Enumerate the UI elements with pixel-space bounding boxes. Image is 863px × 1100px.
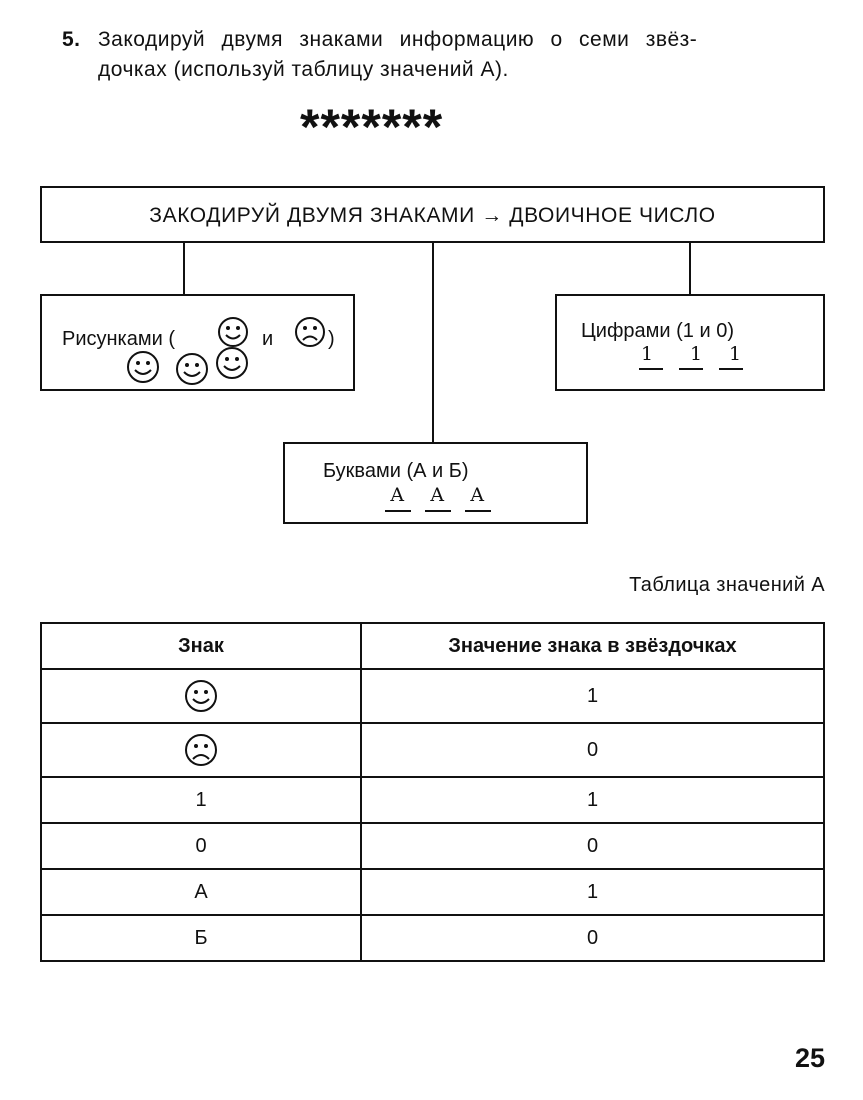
answer-blank <box>639 368 663 370</box>
smiley-icon <box>217 316 249 348</box>
digit-answer: 1 <box>729 343 742 365</box>
table-cell-value: 1 <box>361 869 824 915</box>
pictures-label-start: Рисунками ( <box>62 328 176 350</box>
pictures-label-and: и <box>262 328 274 350</box>
digit-answer: 1 <box>690 343 703 365</box>
table-header-row <box>41 623 824 669</box>
table-cell-sign <box>41 723 361 777</box>
sad-face-icon <box>184 733 218 767</box>
digit-answer: 1 <box>641 343 654 365</box>
table-cell-value: 1 <box>361 669 824 723</box>
pictures-box <box>40 294 355 391</box>
task-line-2: дочках (используй таблицу значений А). <box>98 58 509 81</box>
letters-box <box>283 442 588 524</box>
seven-stars: ******* <box>300 99 444 155</box>
task-number: 5. <box>62 28 81 51</box>
letter-answer: А <box>470 484 485 506</box>
pictures-label-end: ) <box>328 328 335 350</box>
table-cell-value: 1 <box>361 777 824 823</box>
answer-blank <box>719 368 743 370</box>
connector-line-center <box>432 243 434 442</box>
table-row <box>41 869 824 915</box>
table-row <box>41 669 824 723</box>
table-caption: Таблица значений А <box>629 574 825 596</box>
table-row <box>41 915 824 961</box>
answer-smiley-icon <box>175 352 209 386</box>
connector-line-left <box>183 243 185 294</box>
header-value: Значение знака в звёздочках <box>361 623 824 669</box>
digits-box <box>555 294 825 391</box>
table-row <box>41 823 824 869</box>
values-table <box>40 622 825 962</box>
answer-blank <box>465 510 491 512</box>
table-cell-sign: 0 <box>41 823 361 869</box>
answer-smiley-icon <box>126 350 160 384</box>
table-cell-sign: Б <box>41 915 361 961</box>
table-row <box>41 723 824 777</box>
table-row <box>41 777 824 823</box>
main-instruction-box: ЗАКОДИРУЙ ДВУМЯ ЗНАКАМИ → ДВОИЧНОЕ ЧИСЛО <box>40 186 825 243</box>
table-cell-value: 0 <box>361 915 824 961</box>
table-cell-value: 0 <box>361 723 824 777</box>
table-cell-sign: 1 <box>41 777 361 823</box>
connector-line-right <box>689 243 691 294</box>
answer-blank <box>385 510 411 512</box>
smiley-icon <box>184 679 218 713</box>
letter-answer: А <box>390 484 405 506</box>
task-line-1: Закодируй двумя знаками информацию о семи звёз- <box>98 28 698 51</box>
digits-label: Цифрами (1 и 0) <box>581 320 734 342</box>
letter-answer: А <box>430 484 445 506</box>
header-sign: Знак <box>41 623 361 669</box>
answer-blank <box>425 510 451 512</box>
table-cell-sign: А <box>41 869 361 915</box>
letters-label: Буквами (А и Б) <box>323 460 469 482</box>
answer-smiley-icon <box>215 346 249 380</box>
page-number: 25 <box>794 1043 825 1073</box>
answer-blank <box>679 368 703 370</box>
sad-face-icon <box>294 316 326 348</box>
table-cell-sign <box>41 669 361 723</box>
table-cell-value: 0 <box>361 823 824 869</box>
